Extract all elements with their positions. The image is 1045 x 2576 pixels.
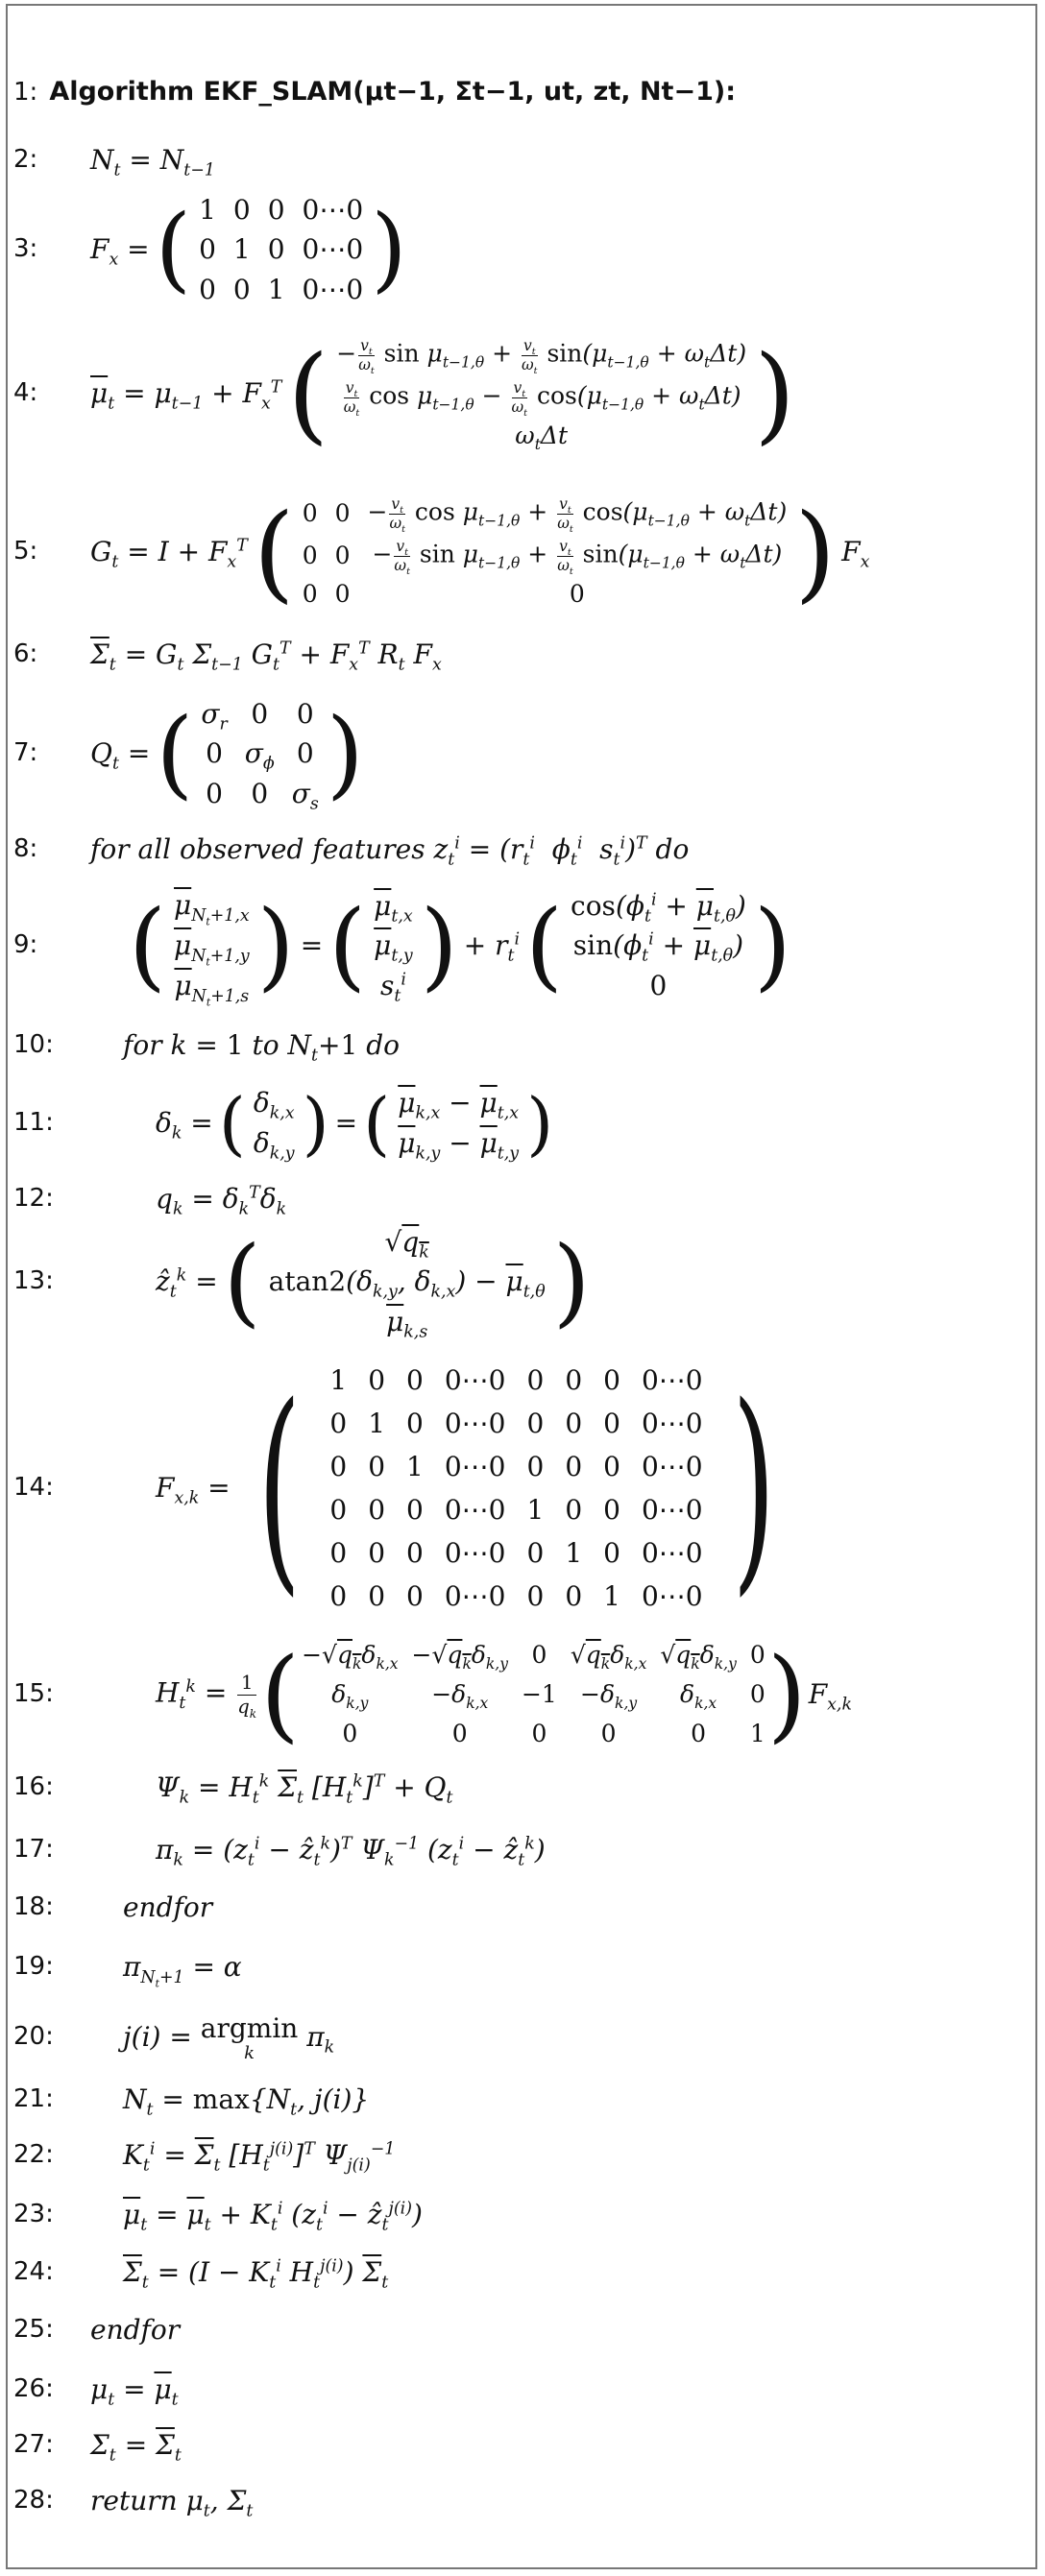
algo-line-5: 5: $G_t = I + F_x^T$ ( 0 0 − $\frac{v_t}{\omega_t}$ $\cos \mu_{t-1,\theta}$ + $\frac{v_t}{\omega_t}$ $\cos(\mu_{t-1,\theta} + \omega_t\Delta t)$ 0 0 − $\frac{v_t}{\omega_t}$ $\sin \mu_{t-1,\theta}$ + $\frac{v_t}{\omega_t}$ $\sin(\mu_{t-1,\theta} + \omega_t\Delta t)$ 0 0 0 ) $F_x$: [13, 491, 870, 614]
algo-line-24: 24: $\overline{\Sigma}_t = (I - K_t^i$ $H_t^{j(i)}$) $\overline{\Sigma}_t$: [13, 2256, 389, 2293]
line-number: 5:: [13, 537, 38, 566]
line-number: 28:: [13, 2486, 54, 2516]
line-number: 20:: [13, 2022, 54, 2052]
line-number: 22:: [13, 2140, 54, 2170]
line-number: 12:: [13, 1184, 54, 1214]
algo-line-18: [13, 1891, 1035, 1924]
algo-line-21: 21: $N_t = \max\{N_t$, j(i)}: [13, 2083, 370, 2120]
line-number: 1:: [13, 77, 38, 107]
keyword-to: to: [252, 1029, 279, 1061]
algo-line-22: 22: $K_t^i = \overline{\Sigma}_t$ $[H_t^{j(i)}]^T$ $\Psi_{j(i)}^{-1}$: [13, 2139, 396, 2176]
algo-line-1: [13, 77, 1035, 108]
algo-line-25: [13, 2314, 1035, 2347]
algo-line-13: 13: ẑ$_t^k$ = ( $√q_k$ $atan2(\delta_{k,y}$, $\delta_{k,x}) - \overline{\mu}_{t,\theta}$ $\overline{\mu}_{k,s}$ ): [13, 1225, 591, 1342]
line-number: 8:: [13, 834, 38, 864]
line-number: 16:: [13, 1772, 54, 1802]
keyword-return: return: [90, 2485, 178, 2516]
algo-line-8: 8: for all observed features $z_t^i = (r_t^i$ $\phi_t^i$ $s_t^i)^T$ do: [13, 833, 690, 870]
algo-line-17: 17: $\pi_k = (z_t^i$ − ẑ$_t^k$)$^T$ $\Psi_k^{-1}$ ($z_t^i$ − ẑ$_t^k$): [13, 1834, 546, 1870]
line-number: 21:: [13, 2084, 54, 2114]
line-number: 24:: [13, 2257, 54, 2287]
algo-line-7: 7: $Q_t$ = ( $\sigma_r$ 0 0 0 $\sigma_\phi$ 0 0 0 $\sigma_s$ ): [13, 697, 364, 814]
argmin-operator: argmin: [200, 2012, 299, 2045]
keyword-endfor: endfor: [90, 2314, 181, 2346]
line-number: 23:: [13, 2200, 54, 2229]
algo-line-12: 12: $q_k = \delta_k^T\delta_k$: [13, 1183, 287, 1219]
algo-line-23: 23: $\overline{\mu}_t = \overline{\mu}_t + K_t^i$ ($z_t^i$ − ẑ$_t^{j(i)}$): [13, 2199, 423, 2235]
algo-line-15: 15: $H_t^k$ = $\frac{1}{q_k}$ ( $-√q_k\delta_{k,x}$ $-√q_k\delta_{k,y}$ 0 $√q_k\delta_{k,x}$ $√q_k\delta_{k,y}$ 0 $\delta_{k,y}$ $-\delta_{k,x}$ −1 $-\delta_{k,y}$ $\delta_{k,x}$ 0 0 0 0 0 0 1 ) $F_{x,k}$: [13, 1636, 852, 1753]
line-number: 2:: [13, 145, 38, 175]
algo-line-11: 11: $\delta_k$ = ( $\delta_{k,x}$ $\delta_{k,y}$ ) = ( $\overline{\mu}_{k,x} - \overline{\mu}_{t,x}$ $\overline{\mu}_{k,y} - \overline{\mu}_{t,y}$ ): [13, 1082, 554, 1164]
algo-line-16: 16: $\Psi_k = H_t^k$ $\overline{\Sigma}_t$ $[H_t^k]^T + Q_t$: [13, 1771, 453, 1808]
algo-line-26: 26: $\mu_t = \overline{\mu}_t$: [13, 2373, 179, 2410]
line-number: 17:: [13, 1835, 54, 1865]
keyword-do: do: [366, 1029, 400, 1061]
line-number: 14:: [13, 1473, 54, 1503]
line-number: 10:: [13, 1030, 54, 1060]
line-number: 19:: [13, 1952, 54, 1982]
line-number: 27:: [13, 2430, 54, 2460]
algo-line-6: 6: $\overline{\Sigma}_t = G_t$ $\Sigma_{t-1}$ $G_t^T + F_x^T$ $R_t$ $F_x$: [13, 638, 442, 675]
keyword-do: do: [655, 833, 690, 865]
line-number: 9:: [13, 930, 38, 960]
algo-line-9: 9: ( $\overline{\mu}_{N_t+1,x}$ $\overline{\mu}_{N_t+1,y}$ $\overline{\mu}_{N_t+1,s}$ ) = ( $\overline{\mu}_{t,x}$ $\overline{\mu}_{t,y}$ $s_t^i$ ) + $r_t^i$ ( $\cos(\phi_t^i + \overline{\mu}_{t,\theta})$ $\sin(\phi_t^i + \overline{\mu}_{t,\theta})$ 0 ): [13, 888, 791, 1009]
line-number: 6:: [13, 639, 38, 669]
algo-line-20: 20: j(i) = argmin k $\pi_k$: [13, 2012, 335, 2063]
line-number: 3:: [13, 234, 38, 264]
algo-line-27: 27: $\Sigma_t = \overline{\Sigma}_t$: [13, 2429, 182, 2466]
algo-line-3: 3: $F_x$ = ( 1 0 0 0⋯0 0 1 0 0⋯0 0 0 1 0⋯0 ): [13, 193, 407, 305]
algo-line-2: 2: $N_t = N_{t-1}$: [13, 144, 215, 181]
algo-line-10: 10: for k = 1 to $N_t+1$ do: [13, 1029, 400, 1066]
line-number: 13:: [13, 1266, 54, 1296]
algo-line-14: 14: $F_{x,k}$ = ( 1 0 0 0⋯0 0 0 0 0⋯0 0 1 0 0⋯0 0 0 0 0⋯0 0 0 1 0⋯0 0 0 0 0⋯0 0 0 0 0⋯0 1 0 0 0⋯0 0 0 0 0⋯0 0 1 0 0⋯0 0 0 0 0⋯0 0 0 1 0⋯0 ): [13, 1360, 775, 1616]
line-number: 25:: [13, 2315, 54, 2345]
algo-line-19: 19: $\pi_{N_t+1} = \alpha$: [13, 1951, 242, 1990]
keyword-endfor: endfor: [123, 1891, 213, 1923]
algo-line-4: 4: $\overline{\mu}_t = \mu_{t-1} + F_x^T$ ( − $\frac{v_t}{\omega_t}$ $\sin \mu_{t-1,\theta}$ + $\frac{v_t}{\omega_t}$ $\sin(\mu_{t-1,\theta} + \omega_t\Delta t)$ $\frac{v_t}{\omega_t}$ $\cos \mu_{t-1,\theta}$ − $\frac{v_t}{\omega_t}$ $\cos(\mu_{t-1,\theta} + \omega_t\Delta t)$ $\omega_t\Delta t$ ): [13, 332, 795, 455]
line-number: 18:: [13, 1892, 54, 1922]
algo-line-28: 28: return $\mu_t$, $\Sigma_t$: [13, 2485, 254, 2521]
keyword-for: for: [123, 1029, 162, 1061]
line-number: 15:: [13, 1679, 54, 1709]
keyword-for-all: for all observed features: [90, 833, 425, 865]
algorithm-header: Algorithm EKF_SLAM(μt−1, Σt−1, ut, zt, Nt−1):: [49, 77, 737, 107]
line-number: 7:: [13, 738, 38, 768]
line-number: 11:: [13, 1108, 54, 1138]
line-number: 26:: [13, 2374, 54, 2404]
line-number: 4:: [13, 378, 38, 408]
